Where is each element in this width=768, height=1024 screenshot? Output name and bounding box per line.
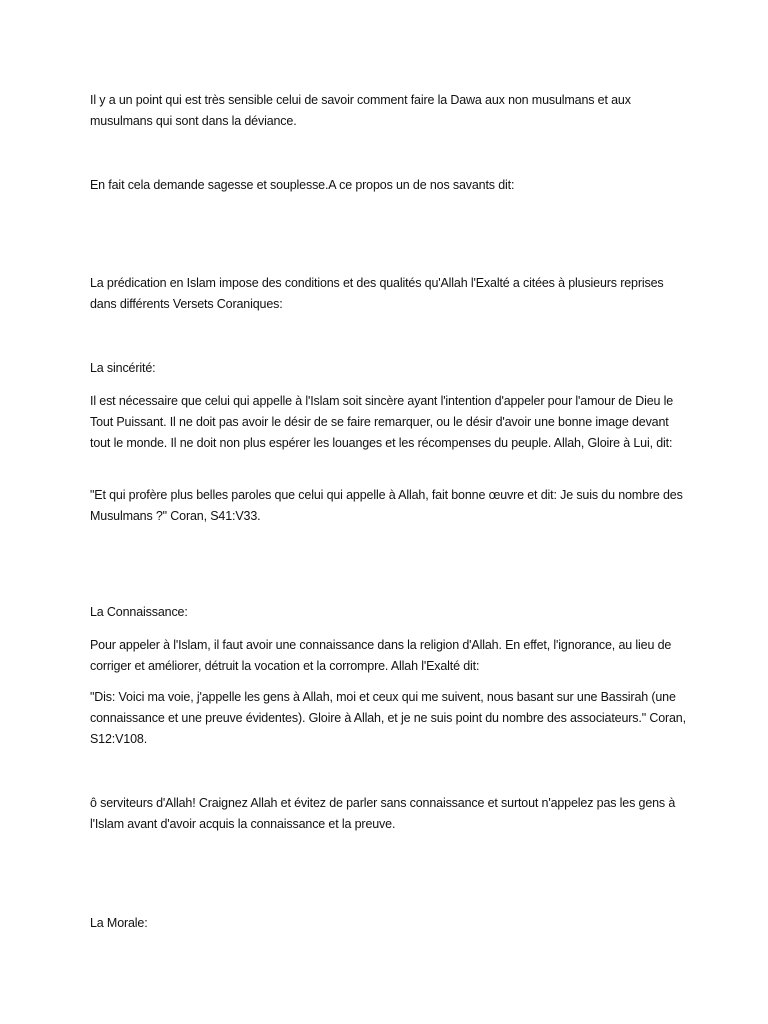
connaissance-paragraph: Pour appeler à l'Islam, il faut avoir une connaissance dans la religion d'Allah. En effet, l'ignorance, au lieu de corriger et améliorer, détruit la vocation et la corrompre. Allah l'Exalté dit: <box>90 638 672 673</box>
heading-sincerite: La sincérité: <box>90 361 156 375</box>
sincerite-paragraph: Il est nécessaire que celui qui appelle à l'Islam soit sincère ayant l'intention d'appeler pour l'amour de Dieu le Tout Puissant. Il ne doit pas avoir le désir de se faire remarquer, ou le désir d'avoir une bonne image devant tout le monde. Il ne doit non plus espérer les louanges et les récompenses du peuple. Allah, Gloire à Lui, dit: <box>90 394 674 450</box>
quote-s41: "Et qui profère plus belles paroles que celui qui appelle à Allah, fait bonne œuvre et dit: Je suis du nombre des Musulmans ?" Coran, S41:V33. <box>90 488 683 523</box>
heading-connaissance: La Connaissance: <box>90 605 188 619</box>
heading-morale: La Morale: <box>90 916 148 930</box>
serviteurs-paragraph: ô serviteurs d'Allah! Craignez Allah et évitez de parler sans connaissance et surtout n'appelez pas les gens à l'Islam avant d'avoir acquis la connaissance et la preuve. <box>90 796 676 831</box>
intro-paragraph: Il y a un point qui est très sensible celui de savoir comment faire la Dawa aux non musulmans et aux musulmans qui sont dans la déviance. <box>90 93 631 128</box>
wisdom-paragraph: En fait cela demande sagesse et souplesse.A ce propos un de nos savants dit: <box>90 178 515 192</box>
conditions-paragraph: La prédication en Islam impose des conditions et des qualités qu'Allah l'Exalté a citées à plusieurs reprises dans différents Versets Coraniques: <box>90 276 664 311</box>
quote-s12: "Dis: Voici ma voie, j'appelle les gens à Allah, moi et ceux qui me suivent, nous basant sur une Bassirah (une connaissance et une preuve évidentes). Gloire à Allah, et je ne suis point du nombre des associateurs." Coran, S12:V108. <box>90 690 686 746</box>
